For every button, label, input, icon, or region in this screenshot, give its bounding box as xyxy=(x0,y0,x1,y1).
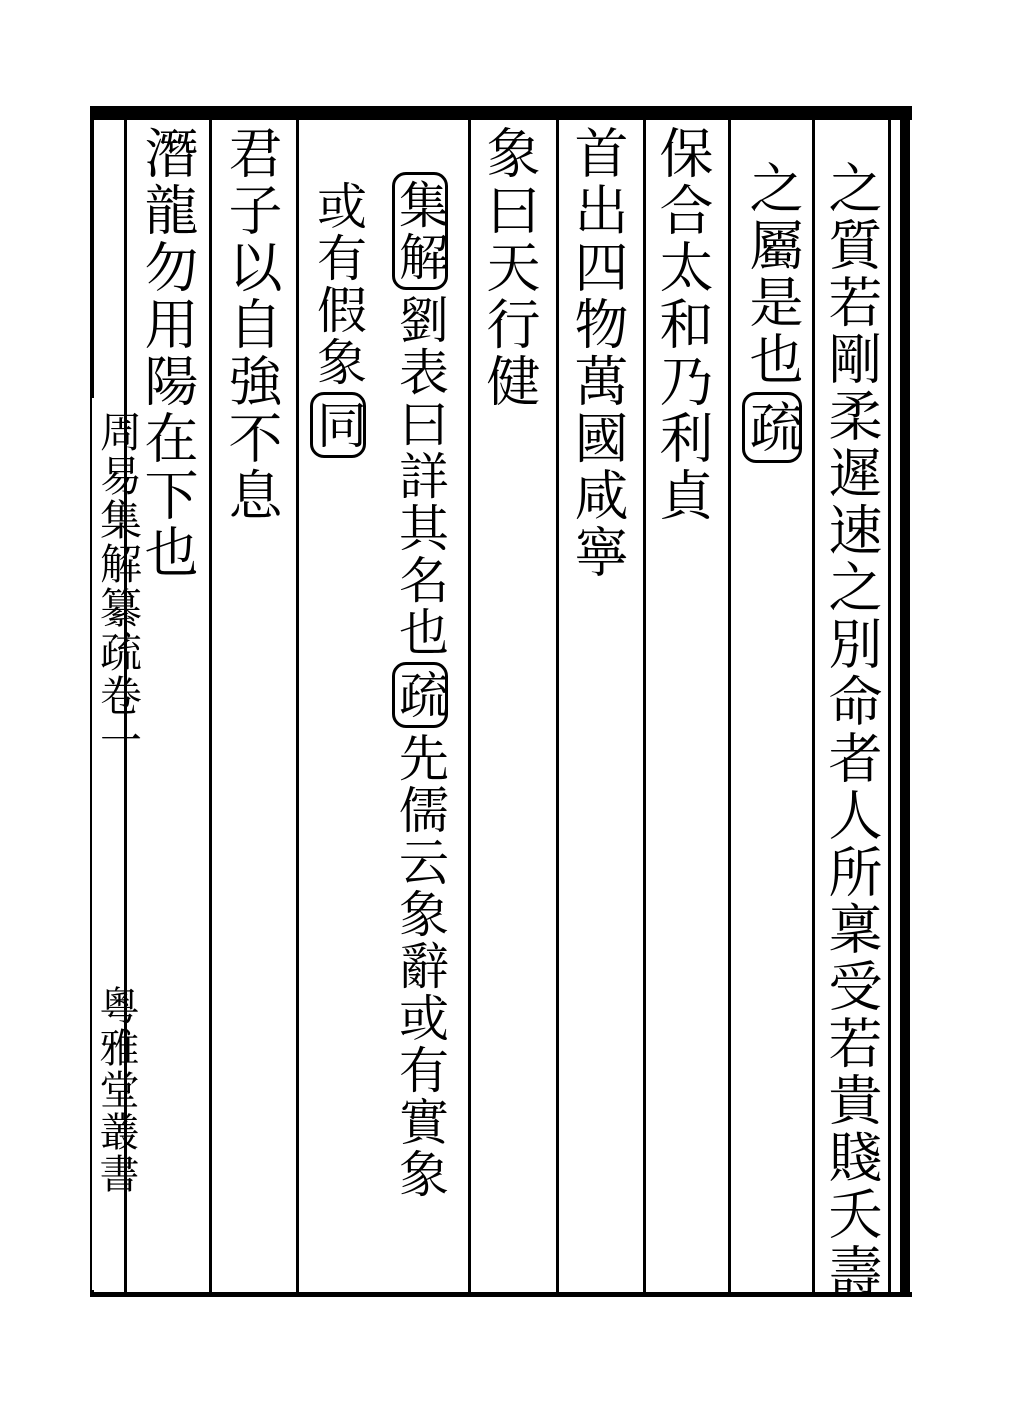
column-text: 之屬是也 xyxy=(741,160,804,388)
commentary-marker: 同 xyxy=(310,392,366,458)
text-column-4 xyxy=(566,125,629,581)
column-rule xyxy=(728,116,731,1294)
column-rule xyxy=(643,116,646,1294)
column-text: 潛龍勿用陽在下也 xyxy=(136,125,199,581)
text-column-7 xyxy=(310,180,366,462)
column-rule xyxy=(468,116,471,1294)
column-text: 象曰天行健 xyxy=(478,125,541,410)
column-rule xyxy=(209,116,212,1294)
column-text: 或有假象 xyxy=(309,180,367,388)
text-column-5 xyxy=(478,125,541,410)
text-column-1 xyxy=(820,160,883,1300)
commentary-marker: 疏 xyxy=(392,662,448,728)
column-rule xyxy=(556,116,559,1294)
text-column-3 xyxy=(651,125,714,524)
column-text: 君子以自強不息 xyxy=(220,125,283,524)
frame-top-border xyxy=(90,106,912,120)
text-column-2 xyxy=(742,160,802,467)
column-rule xyxy=(296,116,299,1294)
margin-publisher: 粵雅堂叢書 xyxy=(93,985,139,1195)
column-text: 首出四物萬國咸寧 xyxy=(566,125,629,581)
column-text: 先儒云象辭或有實象 xyxy=(391,732,449,1200)
frame-right-border xyxy=(900,106,910,1297)
margin-book-title: 周易集解纂疏卷一 xyxy=(94,410,143,762)
text-column-9 xyxy=(136,125,199,581)
column-text: 劉表曰詳其名也 xyxy=(391,294,449,658)
frame-right-inner-border xyxy=(888,110,891,1296)
frame-bottom-border xyxy=(90,1292,912,1297)
commentary-marker: 集解 xyxy=(392,172,448,290)
text-column-6 xyxy=(392,168,448,1200)
column-text: 保合太和乃利貞 xyxy=(651,125,714,524)
column-rule xyxy=(812,116,815,1294)
text-column-8 xyxy=(220,125,283,524)
commentary-marker: 疏 xyxy=(742,392,802,463)
column-text: 之質若剛柔遲速之別命者人所稟受若貴賤夭壽 xyxy=(820,160,883,1300)
